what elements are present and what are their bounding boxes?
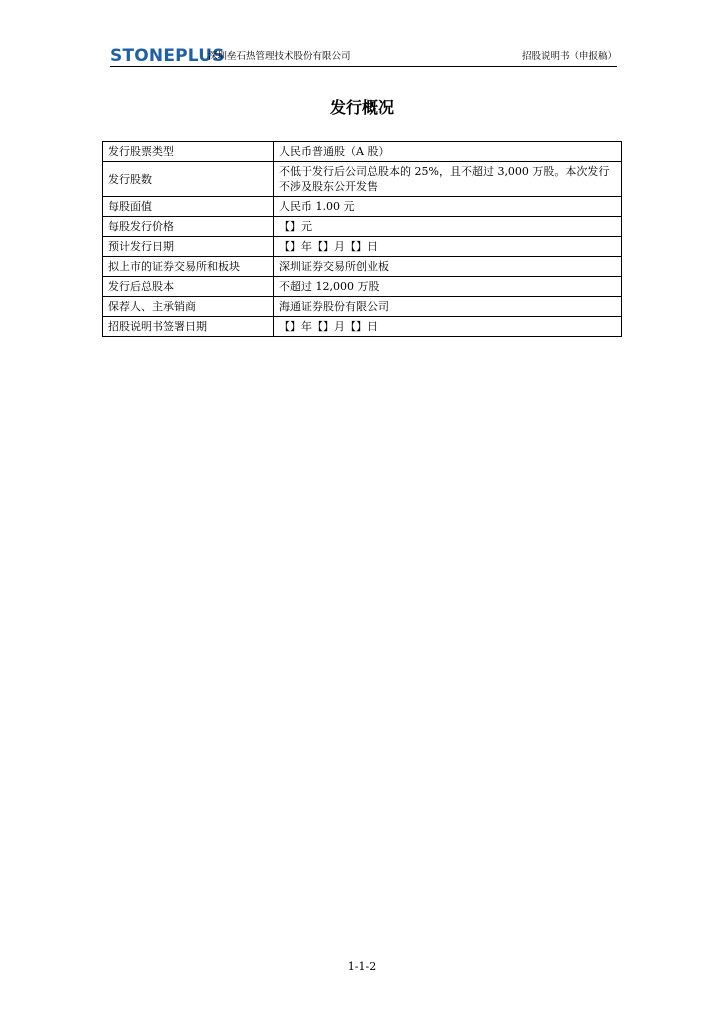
row-value: 不超过 12,000 万股 bbox=[274, 277, 622, 297]
row-label: 发行股票类型 bbox=[103, 142, 274, 162]
row-value: 【】元 bbox=[274, 217, 622, 237]
row-value: 海通证券股份有限公司 bbox=[274, 297, 622, 317]
table-row bbox=[103, 317, 622, 337]
row-label: 发行后总股本 bbox=[103, 277, 274, 297]
row-value: 不低于发行后公司总股本的 25%，且不超过 3,000 万股。本次发行不涉及股东公开发售 bbox=[274, 162, 622, 197]
table-row bbox=[103, 142, 622, 162]
table-row bbox=[103, 297, 622, 317]
row-label: 招股说明书签署日期 bbox=[103, 317, 274, 337]
table-row bbox=[103, 197, 622, 217]
page-title: 发行概况 bbox=[329, 98, 394, 117]
page-header bbox=[110, 46, 617, 67]
table-row bbox=[103, 217, 622, 237]
row-value: 【】年【】月【】日 bbox=[274, 237, 622, 257]
document-type: 招股说明书（申报稿） bbox=[521, 51, 617, 62]
company-name: 深圳垒石热管理技术股份有限公司 bbox=[208, 51, 351, 62]
row-value: 【】年【】月【】日 bbox=[274, 317, 622, 337]
table-row bbox=[103, 257, 622, 277]
table-row bbox=[103, 237, 622, 257]
row-value: 深圳证券交易所创业板 bbox=[274, 257, 622, 277]
row-value: 人民币普通股（A 股） bbox=[274, 142, 622, 162]
table-row bbox=[103, 277, 622, 297]
row-label: 拟上市的证券交易所和板块 bbox=[103, 257, 274, 277]
row-value: 人民币 1.00 元 bbox=[274, 197, 622, 217]
company-logo: STONEPLUS bbox=[110, 46, 225, 66]
row-label: 预计发行日期 bbox=[103, 237, 274, 257]
table-row bbox=[103, 162, 622, 197]
row-label: 每股面值 bbox=[103, 197, 274, 217]
row-label: 保荐人、主承销商 bbox=[103, 297, 274, 317]
page-number: 1-1-2 bbox=[347, 960, 377, 973]
issuance-overview-table bbox=[102, 141, 622, 337]
row-label: 发行股数 bbox=[103, 162, 274, 197]
row-label: 每股发行价格 bbox=[103, 217, 274, 237]
